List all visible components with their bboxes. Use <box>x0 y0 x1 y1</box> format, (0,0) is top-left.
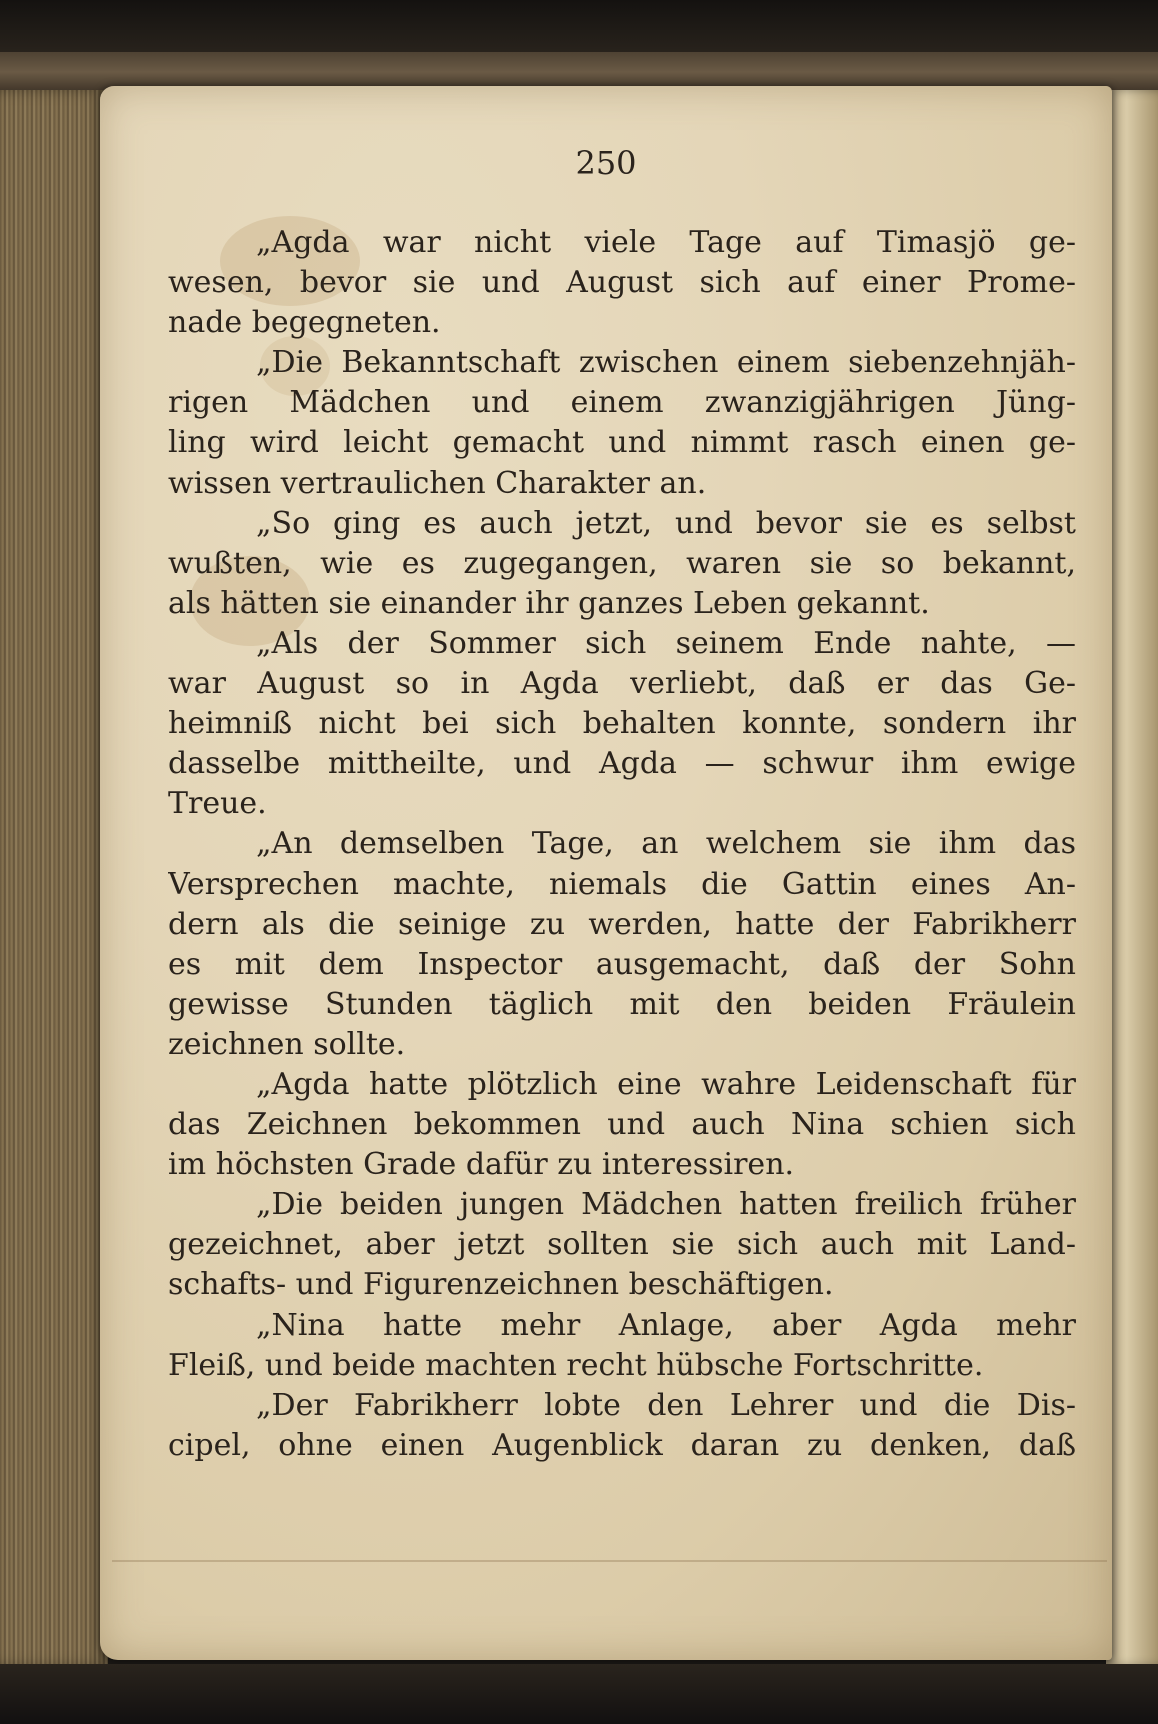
text-line: dern als die seinige zu werden, hatte der Fabrikherr <box>168 906 1076 942</box>
page-stack-right <box>1106 90 1158 1666</box>
text-line: Treue. <box>168 786 267 822</box>
text-line: cipel, ohne einen Augenblick daran zu denken, daß <box>168 1427 1076 1463</box>
text-line: gewisse Stunden täglich mit den beiden Fräulein <box>168 986 1076 1022</box>
text-line: „Der Fabrikherr lobte den Lehrer und die Dis- <box>256 1387 1076 1423</box>
text-line: gezeichnet, aber jetzt sollten sie sich auch mit Land- <box>168 1227 1076 1263</box>
text-line: „Die Bekanntschaft zwischen einem siebenzehnjäh- <box>256 345 1076 381</box>
page-number: 250 <box>575 144 637 182</box>
text-line: wissen vertraulichen Charakter an. <box>168 465 707 501</box>
text-line: schafts- und Figurenzeichnen beschäftigen. <box>168 1267 834 1303</box>
text-line: „Agda war nicht viele Tage auf Timasjö ge- <box>256 225 1076 260</box>
text-line: zeichnen sollte. <box>168 1026 406 1062</box>
text-line: nade begegneten. <box>168 305 441 341</box>
background-bottom <box>0 1664 1158 1724</box>
text-line: „Die beiden jungen Mädchen hatten freilich früher <box>256 1187 1076 1223</box>
text-line: Versprechen machte, niemals die Gattin eines An- <box>168 866 1076 902</box>
page-text <box>168 223 1076 1466</box>
text-line: als hätten sie einander ihr ganzes Leben gekannt. <box>168 585 930 621</box>
text-line: „Nina hatte mehr Anlage, aber Agda mehr <box>256 1307 1076 1343</box>
text-line: war August so in Agda verliebt, daß er das Ge- <box>168 666 1076 702</box>
text-line: „Als der Sommer sich seinem Ende nahte, — <box>256 625 1076 661</box>
text-line: es mit dem Inspector ausgemacht, daß der Sohn <box>168 946 1076 982</box>
text-line: heimniß nicht bei sich behalten konnte, sondern ihr <box>168 706 1076 742</box>
text-line: wesen, bevor sie und August sich auf einer Prome- <box>168 265 1076 301</box>
page-bottom-shadow <box>112 1560 1107 1562</box>
text-line: dasselbe mittheilte, und Agda — schwur ihm ewige <box>168 746 1076 782</box>
text-line: „So ging es auch jetzt, und bevor sie es selbst <box>256 505 1076 541</box>
text-line: das Zeichnen bekommen und auch Nina schien sich <box>168 1107 1076 1143</box>
page-stack-left <box>0 90 108 1666</box>
text-line: im höchsten Grade dafür zu interessiren. <box>168 1147 795 1183</box>
text-line: „An demselben Tage, an welchem sie ihm das <box>256 826 1076 862</box>
text-line: wußten, wie es zugegangen, waren sie so bekannt, <box>168 545 1076 581</box>
text-line: ling wird leicht gemacht und nimmt rasch einen ge- <box>168 425 1076 461</box>
text-line: „Agda hatte plötzlich eine wahre Leidenschaft für <box>256 1066 1076 1102</box>
text-line: rigen Mädchen und einem zwanzigjährigen Jüng- <box>168 385 1076 421</box>
text-line: Fleiß, und beide machten recht hübsche Fortschritte. <box>168 1347 984 1383</box>
background-top <box>0 0 1158 58</box>
